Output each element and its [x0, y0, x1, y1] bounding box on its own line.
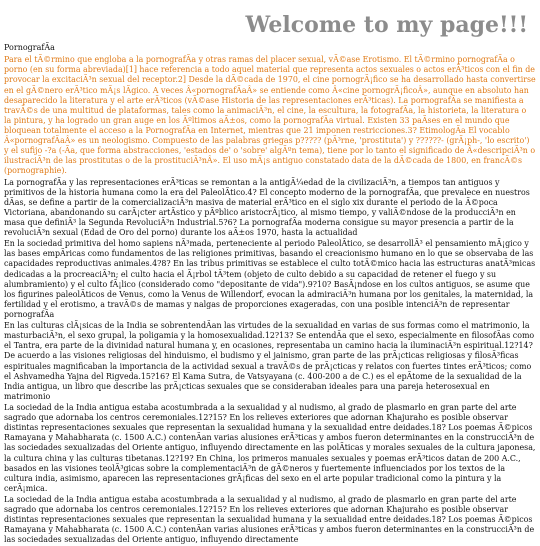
prehistory-paragraph: En la sociedad primitiva del homo sapiens nÃ³mada, perteneciente al periodo PaleolÃtico, se desarrollÃ³ el pensamiento mÃ¡gico y las bases empÃricas como fundamentos de las religiones primitivas, basando el creacionismo humano en lo que se observaba de las capacidades reproductivas animales.4?8? En las tribus primitivas se establece el culto totÃ©mico hacia las estructuras anatÃ³micas dedicadas a la procreaciÃ³n; el culto hacia el Ã¡rbol tÃ³tem (objeto de culto debido a su capacidad de retener el fuego y su alumbramiento) y el culto fÃ¡lico (considerado como "depositante de vida").9?10? BasÃ¡ndose en los cultos antiguos, se asume que los figurines paleolÃticos de Venus, como la Venus de Willendorf, evocan la admiraciÃ³n humana por los genitales, la maternidad, la fertilidad y el erotismo, a travÃ©s de mamas y nalgas de proporciones exageradas, con una posible intenciÃ³n de representar pornografÃa	[4, 239, 536, 319]
india-society-paragraph: La sociedad de la India antigua estaba acostumbrada a la sexualidad y al nudismo, al grado de plasmarlo en gran parte del arte sagrado que adornaba los centros ceremoniales.12?15? En los relieves exteriores que adornan Khajuraho es posible observar distintas representaciones sexuales que representan la sexualidad humana y la sexualidad entre deidades.18? Los poemas Ã©picos Ramayana y Mahabharata (c. 1500 A.C.) contenÃan varias alusiones erÃ³ticas y ambos fueron determinantes en la construcciÃ³n de las sociedades sexualizadas del Oriente antiguo, influyendo directamente en las polÃticas y morales sexuales de la cultura japonesa, la cultura china y las culturas tibetanas.12?19? En China, los primeros manuales sexuales y poemas erÃ³ticos datan de 200 A.C., basados en las visiones teolÃ³gicas sobre la complementaciÃ³n de gÃ©neros y fuertemente influenciados por los textos de la cultura india, asimismo, aparecen las representaciones grÃ¡ficas del sexo en el arte popular tradicional como la pintura y la cerÃ¡mica.	[4, 402, 536, 493]
page-title: Welcome to my page!!!	[245, 12, 528, 38]
intro-paragraph: Para el tÃ©rmino que engloba a la pornografÃa y otras ramas del placer sexual, vÃ©ase Erotismo. El tÃ©rmino pornografÃa o porno (en su forma abreviada)[1] hace referencia a todo aquel material que representa actos sexuales o actos erÃ³ticos con el fin de provocar la excitaciÃ³n sexual del receptor.2] Desde la dÃ©cada de 1970, el cine pornogrÃ¡fico se ha desarrollado hasta convertirse en el gÃ©nero erÃ³tico mÃ¡s lÃgico. A veces Â«pornografÃaÂ» se entiende como Â«cine pornogrÃ¡ficoÂ», aunque en absoluto han desaparecido la literatura y el arte erÃ³ticos (vÃ©ase Historia de las representaciones erÃ³ticas). La pornografÃa se manifiesta a travÃ©s de una multitud de plataformas, tales como la animaciÃ³n, el cine, la escultura, la fotografÃa, la historieta, la literatura o la pintura, y ha logrado un gran auge en los Ãºltimos aÃ±os, como la pornografÃa virtual. Existen 33 paÃses en el mundo que bloquean totalmente el acceso a la PornografÃa en Internet, mientras que 21 imponen restricciones.3? EtimologÃa El vocablo Â«pornografÃaÂ» es un neologismo. Compuesto de las palabras griegas p????? (pÃ³rne, 'prostituta') y ??????- (grÃ¡ph-, 'lo escrito') y el sufijo -?a (-Ãa, que forma abstracciones, 'estados de' o 'sobre' algÃºn tema), tiene por lo tanto el significado de Â«descripciÃ³n o ilustraciÃ³n de las prostitutas o de la prostituciÃ³nÂ». El uso mÃ¡s antiguo constatado data de la dÃ©cada de 1800, en francÃ©s (pornographie).	[4, 55, 536, 176]
section-label: PornografÃa	[4, 43, 55, 52]
main-content	[4, 43, 536, 546]
history-paragraph: La pornografÃa y las representaciones erÃ³ticas se remontan a la antigÃ¼edad de la civilizaciÃ³n, a tiempos tan antiguos y primitivos de la historia humana como la era del PaleolÃtico.4? El concepto moderno de la pornografÃa, que prevalece en nuestros dÃas, se define a partir de la comercializaciÃ³n masiva de material erÃ³tico en el siglo xix durante el periodo de la Ã©poca Victoriana, abandonando su carÃ¡cter artÃstico y pÃºblico aristocrÃ¡tico, al mismo tiempo, y valiÃ©ndose de la producciÃ³n en masa que definiÃ³ la Segunda RevoluciÃ³n Industrial.5?6? La pornografÃa moderna consigue su mayor presencia a partir de la revoluciÃ³n sexual (Edad de Oro del porno) durante los aÃ±os 1970, hasta la actualidad	[4, 177, 530, 238]
india-paragraph: En las culturas clÃ¡sicas de la India se sobrentendÃan las virtudes de la sexualidad en varias de sus formas como el matrimonio, la masturbaciÃ³n, el sexo grupal, la poligamia y la homosexualidad.12?13? Se entendÃa que el sexo, especialmente en filosofÃas como el Tantra, era parte de la divinidad natural humana y, en ocasiones, representaba un camino hacia la iluminaciÃ³n espiritual.12?14? De acuerdo a las visiones religiosas del hinduismo, el budismo y el jainismo, gran parte de las prÃ¡cticas religiosas y filosÃ³ficas espirituales magnificaban la importancia de la actividad sexual a travÃ©s de prÃ¡cticas y relatos con fuertes tintes erÃ³ticos; como el Ashvamedha Yajna del Rigveda.15?16? El Kama Sutra, de Vatsyayana (c. 400-200 a de C.) es el epÃtome de la sexualidad de la India antigua, un libro que describe las prÃ¡cticas sexuales que se consideraban ideales para una pareja heterosexual en matrimonio	[4, 321, 535, 401]
india-society-paragraph-repeat: La sociedad de la India antigua estaba acostumbrada a la sexualidad y al nudismo, al grado de plasmarlo en gran parte del arte sagrado que adornaba los centros ceremoniales.12?15? En los relieves exteriores que adornan Khajuraho es posible observar distintas representaciones sexuales que representan la sexualidad humana y la sexualidad entre deidades.18? Los poemas Ã©picos Ramayana y Mahabharata (c. 1500 A.C.) contenÃan varias alusiones erÃ³ticas y ambos fueron determinantes en la construcciÃ³n de las sociedades sexualizadas del Oriente antiguo, influyendo directamente	[4, 494, 535, 545]
